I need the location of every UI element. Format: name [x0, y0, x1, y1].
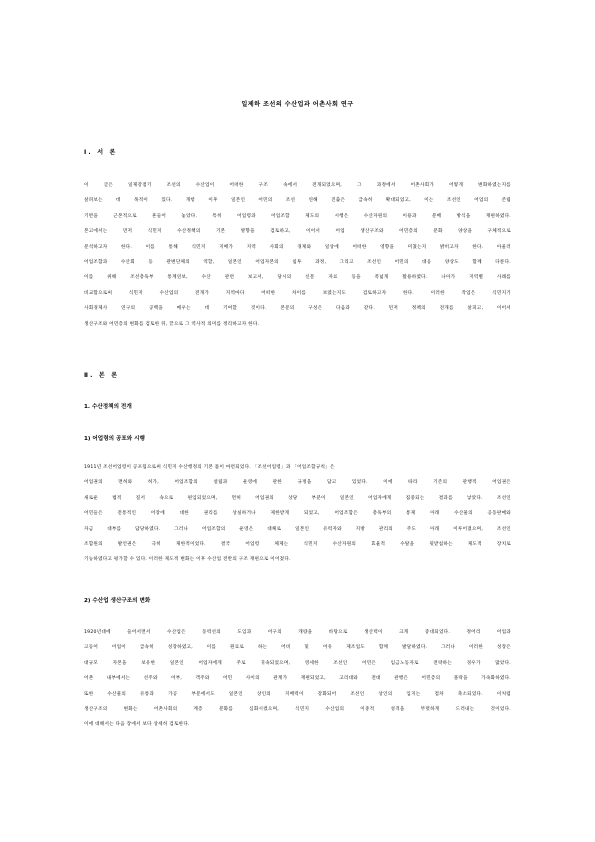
paragraph-line: 조합원의 발언권은 극히 제한적이었다. 결국 어업령 체제는 식민지 수산자원의 효율적 수탈을 뒷받침하는 제도적 장치로 — [84, 541, 511, 547]
paragraph-line: 자금 대부를 담당하였다. 그러나 어업조합의 운영은 대체로 일본인 유력자와 지방 관리의 주도 아래 이루어졌으며, 조선인 — [84, 526, 511, 532]
paragraph-line: 또한 수산물의 유통과 가공 부문에서도 일본인 상인의 지배력이 강화되어 조선인 상인의 입지는 점차 축소되었다. 이처럼 — [84, 691, 511, 697]
paragraph-line: 이에 대해서는 다음 장에서 보다 상세히 검토한다. — [84, 722, 190, 728]
paragraph-line: 어민들은 전통적인 어장에 대한 권리를 상실하거나 제한받게 되었고, 어업조합은 총독부의 통제 아래 수산물의 공동판매와 — [84, 511, 511, 517]
paragraph-line: 생산구조와 어민층의 변화를 검토한 뒤, 끝으로 그 역사적 의미를 정리하고자 한다. — [84, 321, 260, 327]
paragraph-line: 사회경제사 연구의 공백을 메우는 데 기여할 것이다. 본문의 구성은 다음과 같다. 먼저 정책의 전개를 살피고, 이어서 — [84, 306, 511, 312]
paragraph-line: 이를 위해 조선총독부 통계연보, 수산 관련 보고서, 당시의 신문 자료 등을 폭넓게 활용하였다. 나아가 지역별 사례를 — [84, 275, 511, 281]
subsection-title-production: 2) 수산업 생산구조의 변화 — [84, 598, 151, 604]
paragraph-line: 이 글은 일제강점기 조선의 수산업이 어떠한 구조 속에서 전개되었으며, 그 과정에서 어촌사회가 어떻게 변화하였는지를 — [84, 183, 511, 188]
paragraph-line: 살펴보는 데 목적이 있다. 개항 이후 일본인 어민의 조선 연해 진출은 급속히 확대되었고, 이는 조선인 어업의 존립 — [84, 198, 511, 204]
production-paragraph — [84, 625, 511, 733]
introduction-paragraph — [84, 178, 511, 332]
section-heading-introduction: Ⅰ. 서 론 — [84, 149, 118, 156]
paragraph-line: 고등어 어업이 급속히 성장하였고, 이를 원료로 하는 어비 및 어유 제조업도 함께 발달하였다. 그러나 이러한 성장은 — [84, 645, 511, 651]
paragraph-line: 기능하였다고 평가할 수 있다. 이러한 제도적 변화는 이후 수산업 전반의 구조 재편으로 이어졌다. — [84, 557, 291, 563]
paragraph-line: 새로운 법적 질서 속으로 편입되었으며, 면허 어업권의 상당 부분이 일본인 어업자에게 집중되는 결과를 낳았다. 조선인 — [84, 495, 511, 501]
fisheries-act-paragraph — [84, 460, 511, 568]
document-title: 일제하 조선의 수산업과 어촌사회 연구 — [241, 101, 354, 108]
paragraph-line: 대규모 자본을 보유한 일본인 어업자에게 주로 귀속되었으며, 영세한 조선인 어민은 임금노동자로 전락하는 경우가 많았다. — [84, 660, 511, 666]
subsection-title-fisheries-act: 1) 어업령의 공포와 시행 — [84, 436, 145, 442]
paragraph-line: 생산구조의 변화는 어촌사회의 계층 분화를 심화시켰으며, 식민지 수산업의 이중적 성격을 뚜렷하게 드러내는 것이었다. — [84, 706, 511, 712]
paragraph-line: 1920년대에 들어서면서 수산업은 동력선의 도입과 어구의 개량을 바탕으로 생산력이 크게 증대되었다. 정어리 어업과 — [84, 630, 511, 635]
paragraph-line: 비교함으로써 식민지 수산업의 전개가 지역마다 어떠한 차이를 보였는지도 검토하고자 한다. 이러한 작업은 식민지기 — [84, 290, 511, 296]
paragraph-line: 1911년 조선어업령이 공포됨으로써 식민지 수산행정의 기본 틀이 마련되었다. 「조선어업령」과 「어업조합규칙」은 — [84, 465, 335, 470]
paragraph-line: 본고에서는 먼저 식민지 수산정책의 기본 방향을 검토하고, 이어서 어업 생산구조와 어민층의 분화 양상을 구체적으로 — [84, 229, 511, 235]
paragraph-line: 어업권의 면허와 허가, 어업조합의 설립과 운영에 관한 규정을 담고 있었다. 이에 따라 기존의 관행적 어업권은 — [84, 480, 511, 486]
paragraph-line: 분석하고자 한다. 이를 통해 식민지 지배가 지역 사회의 경제와 일상에 어떠한 영향을 미쳤는지 밝히고자 한다. 아울러 — [84, 244, 511, 250]
subsection-title-policy: 1. 수산정책의 전개 — [84, 404, 132, 410]
paragraph-line: 기반을 근본적으로 흔들어 놓았다. 특히 어업령과 어업조합 제도의 시행은 수산자원의 이용과 분배 방식을 재편하였다. — [84, 213, 511, 219]
section-heading-body: Ⅱ. 본 론 — [84, 372, 120, 379]
paragraph-line: 어촌 내부에서는 선주와 어부, 객주와 어민 사이의 관계가 재편되었고, 고리대와 전대 관행은 어민층의 몰락을 가속화하였다. — [84, 676, 511, 682]
paragraph-line: 어업조합과 수산회 등 관변단체의 역할, 일본인 어업자본의 침투 과정, 그리고 조선인 어민의 대응 양상도 함께 다룬다. — [84, 259, 511, 265]
